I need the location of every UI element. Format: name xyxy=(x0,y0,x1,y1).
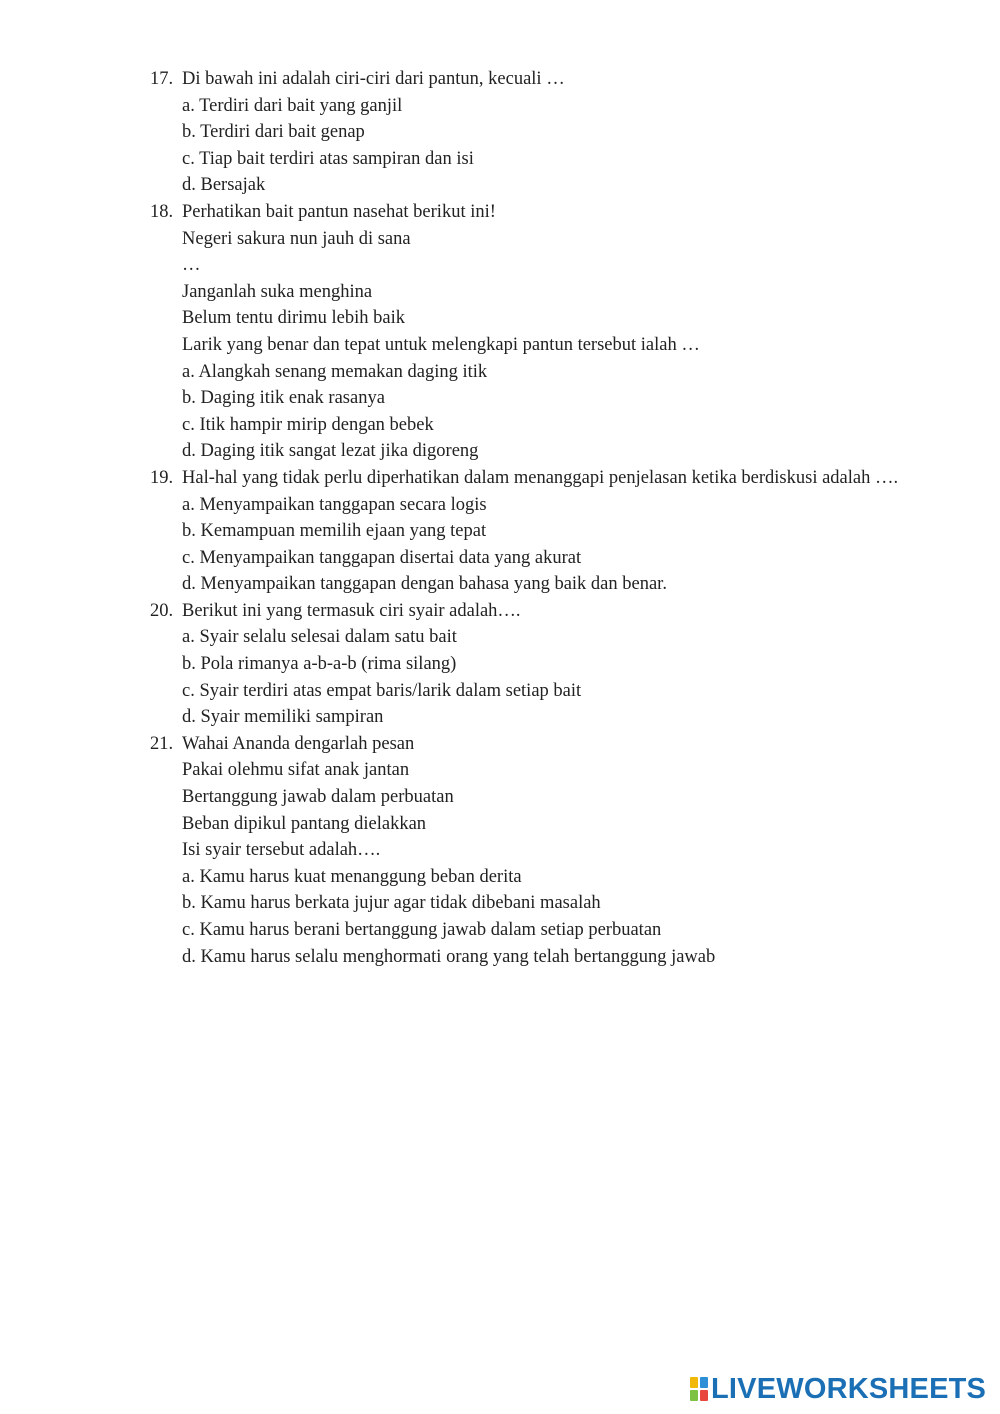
answer-option-c[interactable]: c. Menyampaikan tanggapan disertai data yang akurat xyxy=(182,547,582,568)
answer-option-c[interactable]: c. Tiap bait terdiri atas sampiran dan isi xyxy=(182,148,474,169)
verse-line: … xyxy=(182,255,201,276)
brand-name: LIVEWORKSHEETS xyxy=(711,1372,987,1405)
liveworksheets-logo-icon xyxy=(690,1377,708,1401)
question-text: Hal-hal yang tidak perlu diperhatikan dalam menanggapi penjelasan ketika berdiskusi adalah …. xyxy=(182,467,899,488)
worksheet-content xyxy=(150,66,910,970)
question-number: 17. xyxy=(150,69,174,89)
question-stem xyxy=(150,66,910,93)
question-number: 21. xyxy=(150,733,174,754)
verse-line: Janganlah suka menghina xyxy=(182,281,373,302)
liveworksheets-logo xyxy=(690,1374,986,1404)
question-number: 19. xyxy=(150,467,174,488)
question-stem xyxy=(150,598,910,625)
answer-option-b[interactable]: b. Kamu harus berkata jujur agar tidak dibebani masalah xyxy=(182,893,601,914)
answer-option-b[interactable]: b. Terdiri dari bait genap xyxy=(182,122,365,143)
answer-option-d[interactable]: d. Kamu harus selalu menghormati orang yang telah bertanggung jawab xyxy=(182,946,716,967)
verse-line: Bertanggung jawab dalam perbuatan xyxy=(182,787,454,808)
question-text: Perhatikan bait pantun nasehat berikut ini! xyxy=(182,201,496,222)
answer-option-a[interactable]: a. Menyampaikan tanggapan secara logis xyxy=(182,494,487,515)
verse-line: Beban dipikul pantang dielakkan xyxy=(182,813,427,834)
question-18 xyxy=(150,199,910,465)
question-21 xyxy=(150,731,910,970)
logo-tile-yellow xyxy=(690,1377,698,1388)
answer-option-d[interactable]: d. Bersajak xyxy=(182,175,266,196)
answer-option-b[interactable]: b. Daging itik enak rasanya xyxy=(182,388,385,409)
logo-tile-red xyxy=(700,1390,708,1401)
question-text: Berikut ini yang termasuk ciri syair adalah…. xyxy=(182,600,521,621)
answer-option-a[interactable]: a. Alangkah senang memakan daging itik xyxy=(182,361,488,382)
answer-option-c[interactable]: c. Syair terdiri atas empat baris/larik dalam setiap bait xyxy=(182,680,582,701)
question-number: 20. xyxy=(150,600,174,621)
question-stem xyxy=(150,731,910,758)
question-17 xyxy=(150,66,910,199)
verse-line: Negeri sakura nun jauh di sana xyxy=(182,228,411,249)
logo-tile-green xyxy=(690,1390,698,1401)
question-19 xyxy=(150,465,910,598)
answer-option-d[interactable]: d. Daging itik sangat lezat jika digoreng xyxy=(182,441,479,462)
question-text: Di bawah ini adalah ciri-ciri dari pantun, kecuali … xyxy=(182,69,565,89)
answer-option-b[interactable]: b. Kemampuan memilih ejaan yang tepat xyxy=(182,521,487,542)
question-stem xyxy=(150,465,910,492)
answer-option-b[interactable]: b. Pola rimanya a-b-a-b (rima silang) xyxy=(182,654,457,675)
question-number: 18. xyxy=(150,201,174,222)
question-20 xyxy=(150,598,910,731)
answer-option-c[interactable]: c. Itik hampir mirip dengan bebek xyxy=(182,414,434,435)
answer-option-a[interactable]: a. Kamu harus kuat menanggung beban derita xyxy=(182,866,522,887)
answer-option-d[interactable]: d. Syair memiliki sampiran xyxy=(182,707,384,728)
verse-line: Pakai olehmu sifat anak jantan xyxy=(182,760,410,781)
question-prompt: Larik yang benar dan tepat untuk melengkapi pantun tersebut ialah … xyxy=(182,334,700,355)
answer-option-c[interactable]: c. Kamu harus berani bertanggung jawab dalam setiap perbuatan xyxy=(182,920,662,940)
logo-tile-blue xyxy=(700,1377,708,1388)
answer-option-d[interactable]: d. Menyampaikan tanggapan dengan bahasa yang baik dan benar. xyxy=(182,574,667,595)
answer-option-a[interactable]: a. Terdiri dari bait yang ganjil xyxy=(182,95,403,116)
answer-option-a[interactable]: a. Syair selalu selesai dalam satu bait xyxy=(182,627,457,648)
question-prompt: Isi syair tersebut adalah…. xyxy=(182,840,381,861)
question-stem xyxy=(150,199,910,226)
verse-line: Belum tentu dirimu lebih baik xyxy=(182,308,405,329)
question-text: Wahai Ananda dengarlah pesan xyxy=(182,733,415,754)
